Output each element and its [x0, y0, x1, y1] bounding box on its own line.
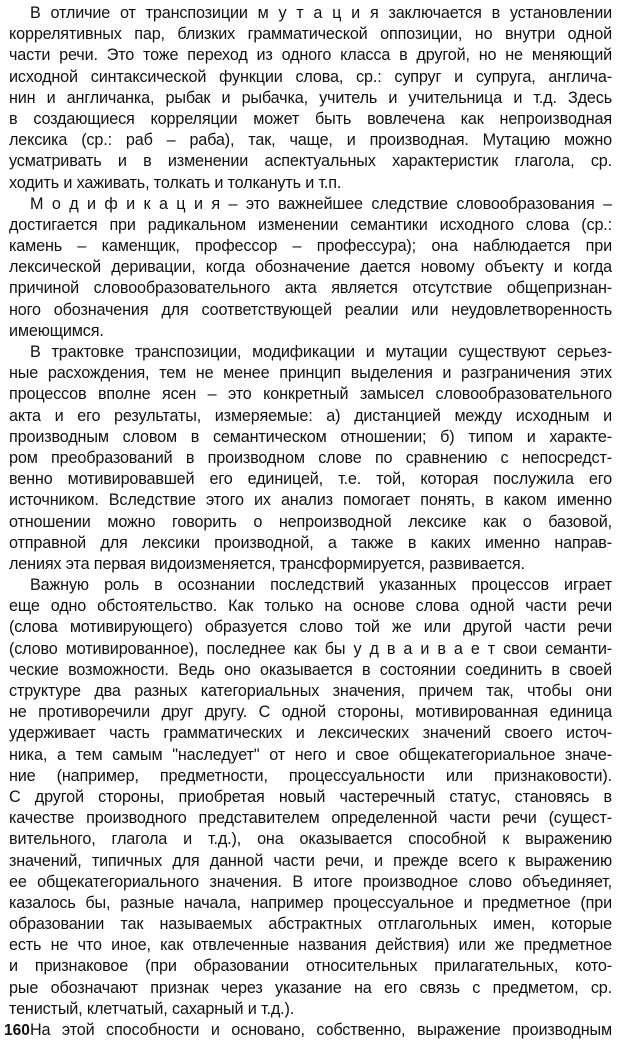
text-line: еще одно обстоятельство. Как только на основе слова одной части речи [9, 597, 612, 616]
text-line: казалось бы, разные начала, например процессуальное и предметное (при [9, 893, 612, 912]
text-line: М о д и ф и к а ц и я – это важнейшее следствие словообразования – [30, 194, 612, 213]
text-line: удерживает часть грамматических и лексических значений своего источ- [9, 724, 612, 743]
text-line: достигается при радикальном изменении семантики исходного слова (ср.: [9, 215, 612, 234]
text-line: Важную роль в осознании последствий указанных процессов играет [30, 576, 612, 595]
text-line: лексической деривации, когда обозначение дается новому объекту и когда [9, 258, 612, 277]
text-line: коррелятивных пар, близких грамматической оппозиции, но внутри одной [9, 25, 612, 44]
text-line: производным словом в семантическом отношении; б) типом и характе- [9, 427, 612, 446]
text-line: акта и его результаты, измеряемые: а) дистанцией между исходным и [9, 406, 612, 425]
text-line: С другой стороны, приобретая новый частеречный статус, становясь в [9, 787, 612, 806]
text-line: структуре два разных категориальных значения, причем так, чтобы они [9, 682, 612, 700]
text-line: ходить и хаживать, толкать и толкануть и т.п. [9, 173, 342, 192]
text-line: (слова мотивирующего) образуется слово той же или другой части речи [9, 618, 612, 637]
text-line: На этой способности и основано, собственно, выражение производным [30, 1021, 612, 1039]
text-line: и признаковое (при образовании относительных прилагательных, кото- [9, 957, 612, 976]
text-line: отношении можно говорить о непроизводной лексике как о базовой, [9, 512, 612, 531]
body-text [9, 3, 612, 1041]
text-line: ные расхождения, тем не менее принцип выделения и разграничения этих [9, 364, 612, 383]
text-line: нин и англичанка, рыбак и рыбачка, учитель и учительница и т.д. Здесь [9, 88, 612, 107]
text-line: усматривать и в изменении аспектуальных характеристик глагола, ср. [9, 152, 612, 171]
text-line: источником. Вследствие этого их анализ помогает понять, в каком именно [9, 491, 612, 510]
text-line: значений, типичных для данной части речи, и прежде всего к выражению [9, 851, 612, 870]
text-line: лениях эта первая видоизменяется, трансформируется, развивается. [9, 554, 525, 573]
text-line: качестве производного представителем определенной части речи (сущест- [9, 809, 612, 828]
text-line: рые обозначают признак через указание на его связь с предметом, ср. [9, 978, 612, 997]
text-line: есть не что иное, как отвлеченные названия действия) или же предметное [9, 936, 612, 955]
text-line: части речи. Это тоже переход из одного класса в другой, но не меняющий [9, 46, 612, 65]
text-line: венно мотивировавшей его единицей, т.е. той, которая послужила его [9, 470, 612, 489]
text-line: имеющимся. [9, 321, 104, 340]
text-line: лексика (ср.: раб – раба), так, чаще, и производная. Мутацию можно [9, 131, 612, 150]
text-line: В отличие от транспозиции м у т а ц и я заключается в установлении [30, 4, 612, 22]
text-line: причиной словообразовательного акта является отсутствие общепризнан- [9, 279, 612, 298]
text-line: не противоречили друг другу. С одной стороны, мотивированная единица [9, 703, 612, 722]
text-line: ние (например, предметности, процессуальности или признаковости). [9, 766, 612, 785]
text-line: (слово мотивированное), последнее как бы у д в а и в а е т свои семанти- [9, 639, 612, 658]
text-line: В трактовке транспозиции, модификации и мутации существуют серьез- [30, 343, 612, 361]
text-line: исходной синтаксической функции слова, ср.: супруг и супруга, англича- [9, 67, 612, 86]
text-line: ром преобразований в производном слове по сравнению с непосредст- [9, 448, 612, 467]
text-line: ника, а тем самым "наследует" от него и свое общекатегориальное значе- [9, 745, 612, 764]
text-line: отправной для лексики производной, а также в каких именно направ- [9, 533, 612, 552]
text-line: камень – каменщик, профессор – профессура); она наблюдается при [9, 237, 612, 256]
page-number: 160 [4, 1022, 30, 1039]
text-line: образовании так называемых абстрактных отглагольных имен, которые [9, 915, 612, 934]
text-line: процессов вполне ясен – это конкретный замысел словообразовательного [9, 385, 612, 404]
text-line: ного обозначения для соответствующей реалии или неудовлетворенность [9, 300, 612, 319]
text-line: ее общекатегориального значения. В итоге производное слово объединяет, [9, 872, 612, 891]
text-line: ческие возможности. Ведь оно оказывается в состоянии соединить в своей [9, 660, 612, 679]
text-line: вительного, глагола и т.д.), она оказывается способной к выражению [9, 830, 612, 849]
text-line: тенистый, клетчатый, сахарный и т.д.). [9, 999, 295, 1018]
text-line: в создающиеся корреляции может быть вовлечена как непроизводная [9, 109, 612, 128]
